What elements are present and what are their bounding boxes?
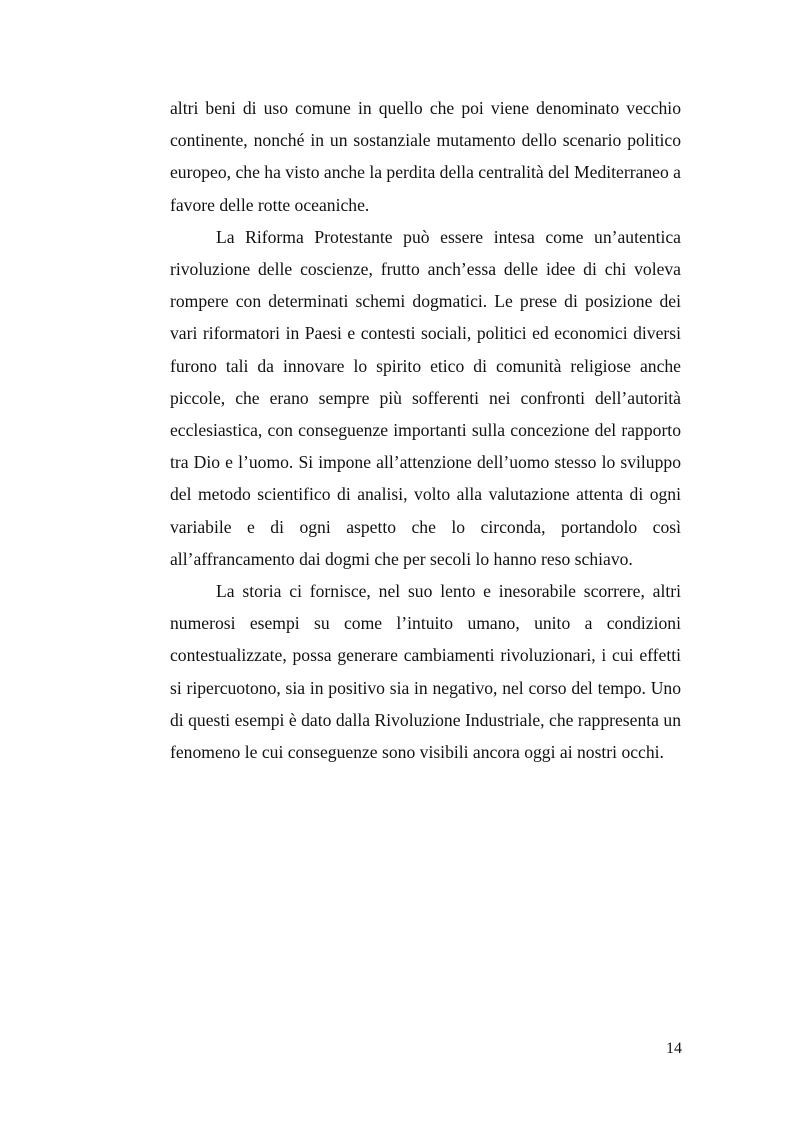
paragraph-storia: La storia ci fornisce, nel suo lento e inesorabile scorrere, altri numerosi esempi su come l’intuito umano, unito a condizioni contestualizzate, possa generare cambiamenti rivoluzionari, i cui effetti si ripercuotono, sia in positivo sia in negativo, nel corso del tempo. Uno di questi esempi è dato dalla Rivoluzione Industriale, che rappresenta un fenomeno le cui conseguenze sono visibili ancora oggi ai nostri occhi.: [170, 581, 681, 763]
paragraph-riforma-protestante: La Riforma Protestante può essere intesa come un’autentica rivoluzione delle coscienze, frutto anch’essa delle idee di chi voleva rompere con determinati schemi dogmatici. Le prese di posizione dei vari riformatori in Paesi e contesti sociali, politici ed economici diversi furono tali da innovare lo spirito etico di comunità religiose anche piccole, che erano sempre più sofferenti nei confronti dell’autorità ecclesiastica, con conseguenze importanti sulla concezione del rapporto tra Dio e l’uomo. Si impone all’attenzione dell’uomo stesso lo sviluppo del metodo scientifico di analisi, volto alla valutazione attenta di ogni variabile e di ogni aspetto che lo circonda, portandolo così all’affrancamento dai dogmi che per secoli lo hanno reso schiavo.: [170, 226, 681, 569]
page-number: 14: [666, 1040, 682, 1057]
body-text: [170, 92, 681, 768]
paragraph-continuation: altri beni di uso comune in quello che poi viene denominato vecchio continente, nonché in un sostanziale mutamento dello scenario politico europeo, che ha visto anche la perdita della centralità del Mediterraneo a favore delle rotte oceaniche.: [170, 98, 681, 215]
